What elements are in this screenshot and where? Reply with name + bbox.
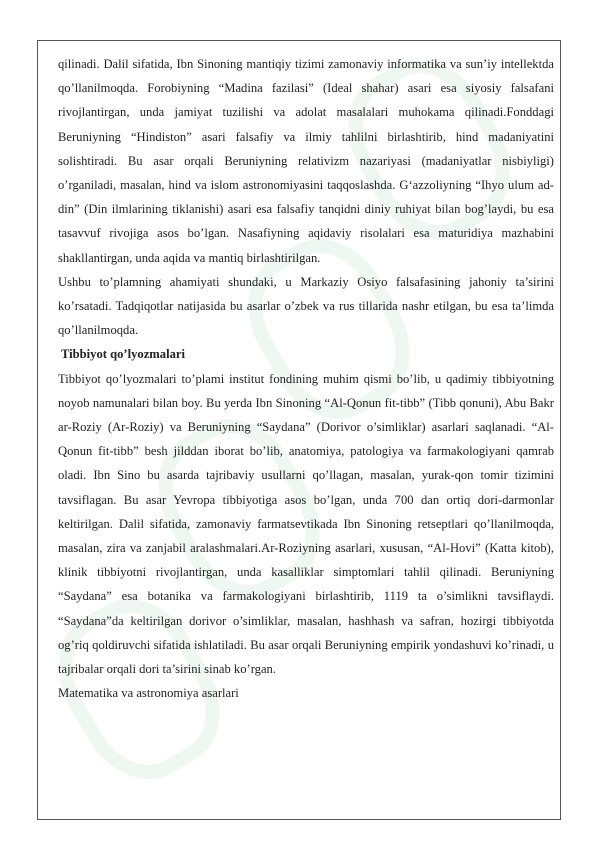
- section-heading: Matematika va astronomiya asarlari: [58, 686, 239, 701]
- paragraph: Tibbiyot qo’lyozmalari to’plami institut fondining muhim qismi bo’lib, u qadimiy tibbiyotning noyob namunalari bilan boy. Bu yerda Ibn Sinoning “Al-Qonun fit-tibb” (Tibb qonuni), Abu Bakr ar-Roziy (Ar-Roziy) va Beruniyning “Saydana” (Dorivor o’simliklar) asarlari saqlanadi. “Al-Qonun fit-tibb” besh jilddan iborat bo’lib, anatomiya, patologiya va farmakologiyani qamrab oladi. Ibn Sino bu asarda tajribaviy usullarni qo’llagan, masalan, yurak-qon tomir tizimini tavsiflagan. Bu asar Yevropa tibbiyotiga asos bo’lgan, unda 700 dan ortiq dori-darmonlar keltirilgan. Dalil sifatida, zamonaviy farmatsevtikada Ibn Sinoning retseptlari qo’llanilmoqda, masalan, zira va zanjabil aralashmalari.Ar-Roziyning asarlari, xususan, “Al-Hovi” (Katta kitob), klinik tibbiyotni rivojlantirgan, unda kasalliklar simptomlari tahlil qilinadi. Beruniyning “Saydana” esa botanika va farmakologiyani birlashtirib, 1119 ta o’simlikni tavsiflaydi. “Saydana”da keltirilgan dorivor o’simliklar, masalan, hashhash va safran, hozirgi tibbiyotda og’riq qoldiruvchi sifatida ishlatiladi. Bu asar orqali Beruniyning empirik yondashuvi ko’rinadi, u tajribalar orqali dori ta’sirini sinab ko’rgan.: [58, 371, 554, 677]
- paragraph: qilinadi. Dalil sifatida, Ibn Sinoning mantiqiy tizimi zamonaviy informatika va sun’iy intellektda qo’llanilmoqda. Forobiyning “Madina fazilasi” (Ideal shahar) asari esa siyosiy falsafani rivojlantirgan, unda jamiyat tuzilishi va adolat masalalari muhokama qilinadi.Fonddagi Beruniyning “Hindiston” asari falsafiy va ilmiy tahlilni birlashtirib, hind madaniyatini solishtiradi. Bu asar orqali Beruniyning relativizm nazariyasi (madaniyatlar nisbiyligi) o’rganiladi, masalan, hind va islom astronomiyasini taqqoslashda. G‘azzoliyning “Ihyo ulum ad-din” (Din ilmlarining tiklanishi) asari esa falsafiy tanqidni diniy ruhiyat bilan bog’laydi, bu esa tasavvuf rivojiga asos bo’lgan. Nasafiyning aqidaviy risolalari esa maturidiya mazhabini shakllantirgan, unda aqida va mantiq birlashtirilgan.: [58, 57, 554, 265]
- paragraph: Ushbu to’plamning ahamiyati shundaki, u Markaziy Osiyo falsafasining jahoniy ta’sirini ko’rsatadi. Tadqiqotlar natijasida bu asarlar o’zbek va rus tillarida nashr etilgan, bu esa ta’limda qo’llanilmoqda.: [58, 274, 554, 338]
- section-heading: Tibbiyot qo’lyozmalari: [61, 347, 185, 362]
- document-body: [58, 52, 554, 705]
